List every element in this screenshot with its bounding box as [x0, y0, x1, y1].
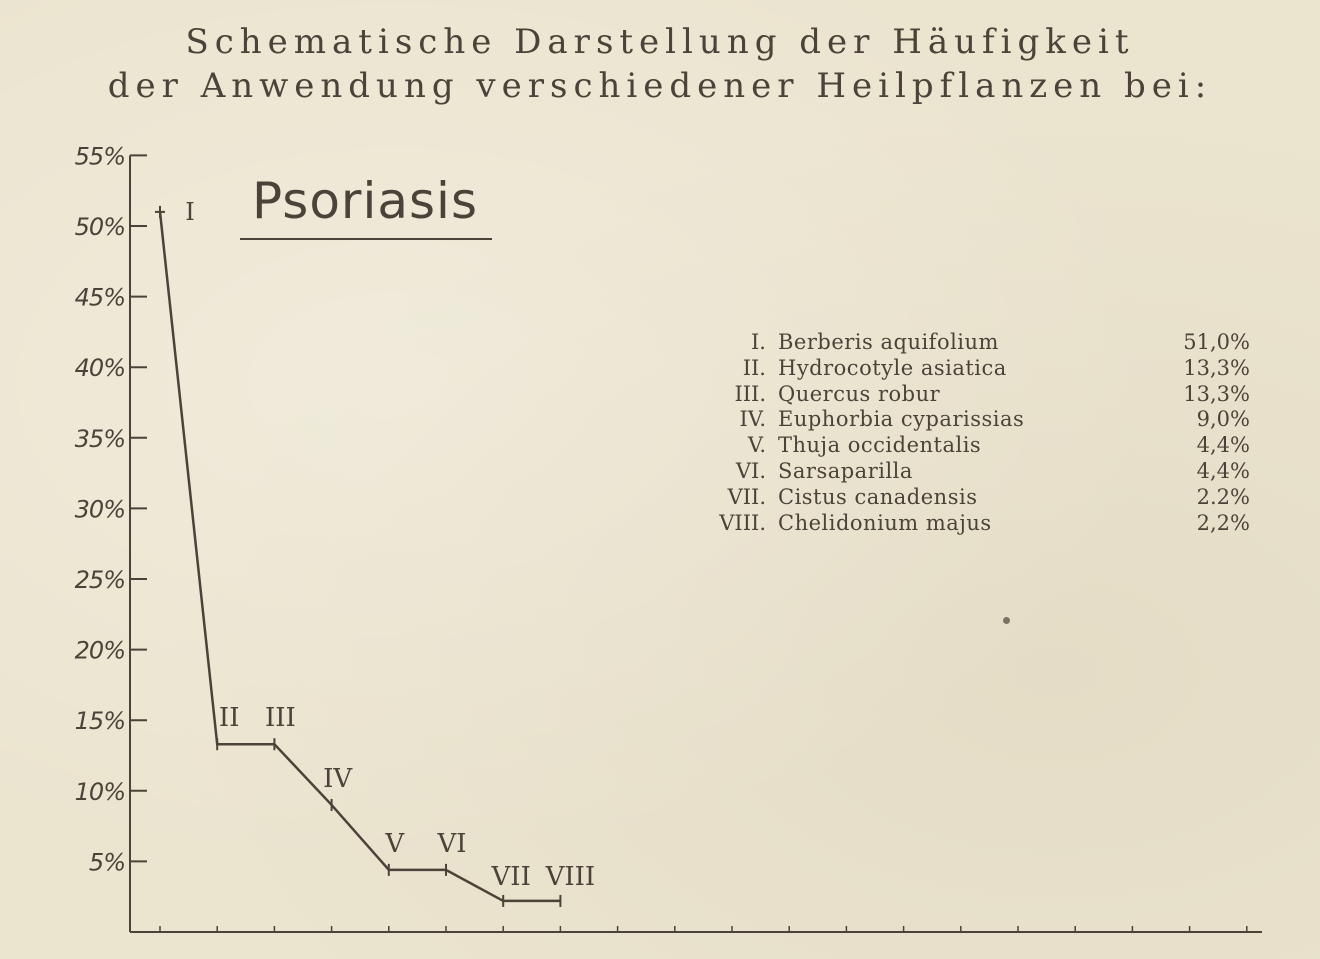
y-tick-label: 20% — [74, 636, 125, 665]
point-label: V — [385, 828, 405, 859]
legend-plant-name: Quercus robur — [778, 381, 941, 406]
point-label: I — [185, 197, 195, 226]
point-label: VII — [491, 861, 531, 892]
series — [160, 212, 560, 901]
legend-percentage: 13,3% — [1183, 355, 1250, 380]
y-tick-label: 25% — [74, 566, 125, 594]
legend-plant-name: Euphorbia cyparissias — [778, 407, 1025, 432]
y-tick-label: 50% — [74, 213, 125, 241]
chart-title-line-2: der Anwendung verschiedener Heilpflanzen bei: — [107, 66, 1213, 106]
legend-plant-name: Cistus canadensis — [778, 484, 978, 509]
point-labels — [185, 198, 595, 892]
legend-percentage: 4,4% — [1196, 433, 1250, 458]
y-tick-label: 15% — [74, 707, 125, 736]
legend-row — [690, 356, 1250, 382]
legend-plant-name: Hydrocotyle asiatica — [778, 355, 1007, 380]
series-line — [160, 212, 560, 901]
point-label: III — [264, 703, 296, 734]
legend-percentage: 51,0% — [1183, 330, 1250, 354]
legend — [690, 330, 1250, 536]
y-tick-label: 10% — [74, 777, 125, 806]
point-label: VIII — [545, 861, 596, 892]
point-label: II — [218, 703, 240, 734]
legend-number: II. — [742, 355, 766, 380]
y-tick-label: 5% — [88, 848, 125, 877]
point-label: VI — [437, 828, 467, 859]
legend-number: I. — [751, 330, 766, 354]
legend-percentage: 2.2% — [1196, 484, 1250, 509]
legend-plant-name: Chelidonium majus — [778, 510, 992, 535]
legend-row — [690, 382, 1250, 408]
y-tick-label: 30% — [74, 495, 125, 524]
legend-plant-name: Thuja occidentalis — [778, 433, 982, 458]
legend-plant-name: Sarsaparilla — [778, 458, 913, 483]
legend-percentage: 9,0% — [1196, 407, 1250, 432]
legend-percentage: 4,4% — [1196, 458, 1250, 483]
legend-plant-name: Berberis aquifolium — [778, 330, 999, 354]
y-tick-label: 45% — [74, 283, 125, 312]
legend-row — [690, 433, 1250, 459]
y-tick-label: 35% — [74, 424, 125, 453]
legend-row — [690, 511, 1250, 537]
chart-subtitle: Psoriasis — [252, 172, 478, 230]
legend-number: IV. — [739, 407, 766, 432]
y-axis-ticks — [75, 142, 147, 876]
legend-number: VII. — [727, 484, 766, 509]
chart-title-line-1: Schematische Darstellung der Häufigkeit — [185, 22, 1135, 62]
legend-row — [690, 485, 1250, 511]
legend-percentage: 13,3% — [1183, 381, 1250, 406]
legend-number: VI. — [735, 458, 766, 483]
legend-number: V. — [747, 433, 766, 458]
legend-row — [690, 330, 1250, 356]
axes — [130, 155, 1262, 932]
legend-row — [690, 407, 1250, 433]
y-tick-label: 40% — [74, 354, 125, 383]
legend-number: III. — [734, 381, 766, 406]
legend-number: VIII. — [719, 510, 766, 535]
paper-speck — [1003, 617, 1010, 624]
point-label: IV — [323, 763, 353, 794]
legend-percentage: 2,2% — [1196, 510, 1250, 535]
y-tick-label: 55% — [74, 142, 125, 171]
legend-row — [690, 459, 1250, 485]
point-markers — [155, 206, 560, 907]
